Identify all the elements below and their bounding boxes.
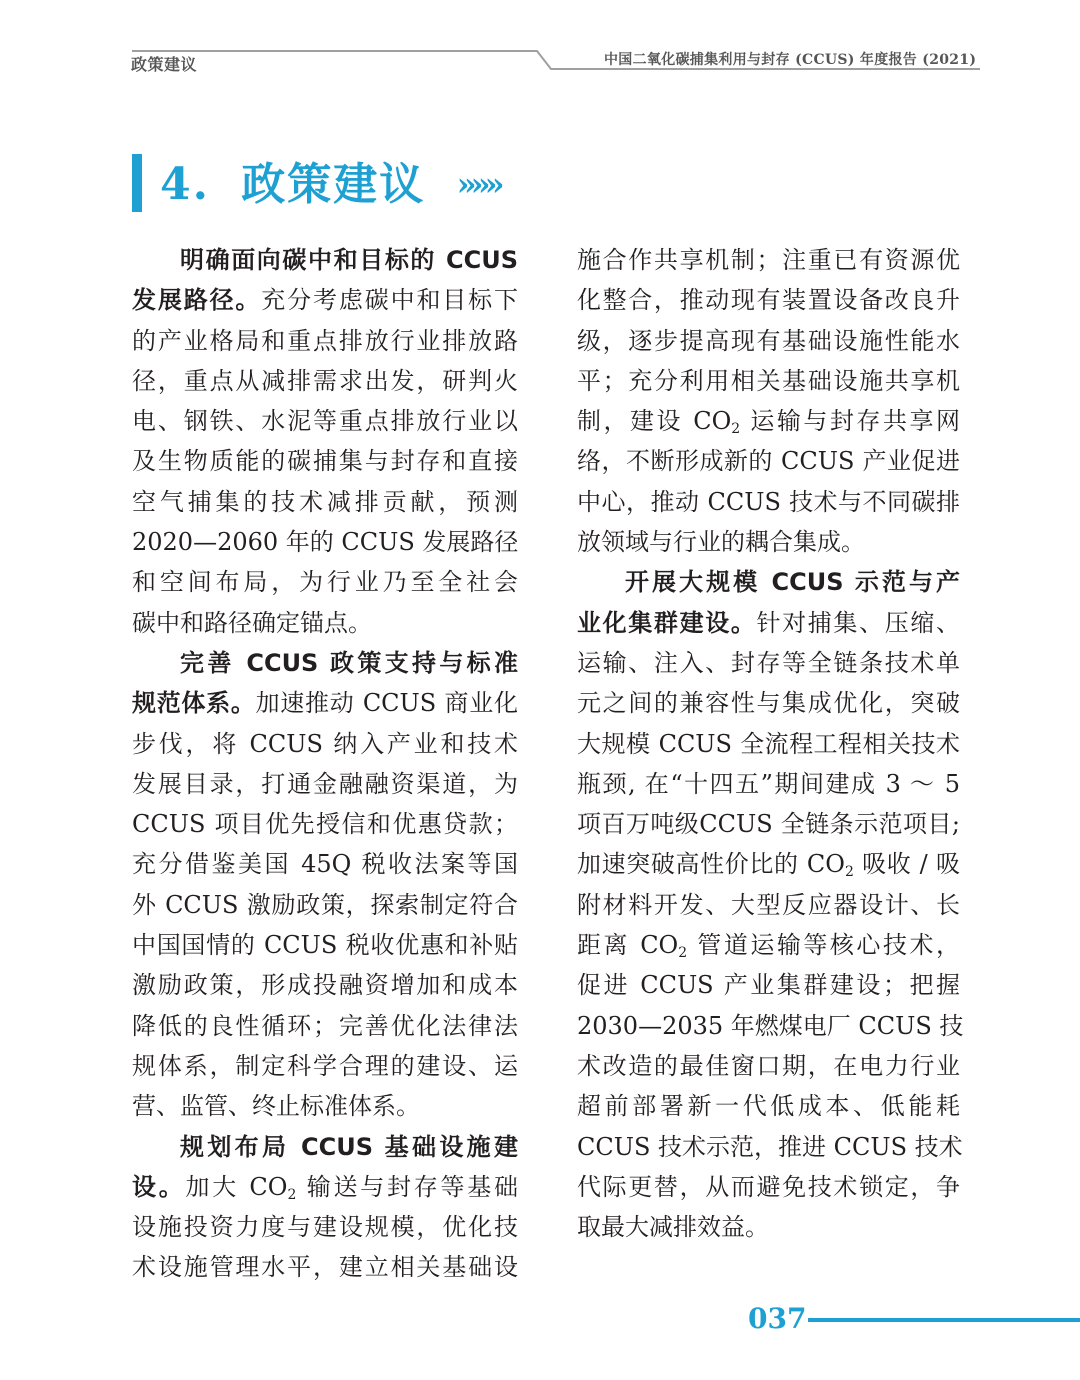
page-number: 037 — [748, 1302, 807, 1335]
text-line: 距离 $CO_2$ 管道运输等核心技术， — [577, 931, 960, 962]
text-line: 级，逐步提高现有基础设施性能水 — [577, 326, 960, 355]
text-line: 规体系，制定科学合理的建设、运 — [132, 1051, 518, 1080]
section-title-text: 政策建议 — [241, 159, 426, 210]
text-line: 径，重点从减排需求出发，研判火 — [132, 366, 518, 395]
text-line: 碳中和路径确定锚点。 — [132, 608, 372, 637]
text-line: 设施投资力度与建设规模，优化技 — [132, 1213, 518, 1242]
text-line: 激励政策，形成投融资增加和成本 — [132, 971, 518, 1000]
text-line: 代际更替，从而避免技术锁定，争 — [577, 1172, 960, 1201]
text-line: 项百万吨级CCUS 全链条示范项目; — [577, 810, 960, 839]
text-line: 施合作共享机制；注重已有资源优 — [577, 246, 960, 274]
text-line: 及生物质能的碳捕集与封存和直接 — [132, 447, 518, 476]
text-line: 运输、注入、封存等全链条技术单 — [577, 648, 960, 677]
text-line: 外 CCUS 激励政策，探索制定符合 — [132, 890, 518, 919]
right-column — [577, 240, 964, 1247]
text-line: 瓶颈, 在“十四五”期间建成 3 ～ 5 — [577, 769, 960, 798]
title-accent-bar — [132, 154, 142, 212]
text-line: 平；充分利用相关基础设施共享机 — [577, 366, 960, 395]
running-header-report-title: 中国二氧化碳捕集利用与封存 (CCUS) 年度报告 (2021) — [604, 52, 977, 68]
text-line: 2030—2035 年燃煤电厂 CCUS 技 — [577, 1011, 964, 1040]
text-line: 放领域与行业的耦合集成。 — [577, 528, 865, 557]
text-line: 术设施管理水平，建立相关基础设 — [132, 1253, 518, 1282]
left-column — [132, 240, 518, 1288]
text-line: 规范体系。加速推动 CCUS 商业化 — [132, 689, 518, 718]
text-line: 开展大规模 CCUS 示范与产 — [625, 568, 960, 597]
text-line: 空气捕集的技术减排贡献，预测 — [132, 487, 518, 516]
text-line: 取最大减排效益。 — [577, 1213, 769, 1242]
text-line: 电、钢铁、水泥等重点排放行业以 — [132, 407, 518, 436]
text-line: 步伐，将 CCUS 纳入产业和技术 — [132, 729, 518, 758]
text-line: 加速突破高性价比的 $CO_2$ 吸收 / 吸 — [577, 850, 960, 881]
running-header-section: 政策建议 — [131, 55, 198, 74]
text-line: 规划布局 CCUS 基础设施建 — [180, 1132, 518, 1161]
text-line: 的产业格局和重点排放行业排放路 — [132, 326, 518, 355]
text-line: 制，建设 $CO_2$ 运输与封存共享网 — [577, 407, 960, 438]
text-line: 促进 CCUS 产业集群建设；把握 — [577, 971, 960, 1000]
section-number: 4. — [160, 159, 210, 210]
text-line: CCUS 技术示范，推进 CCUS 技术 — [577, 1132, 963, 1161]
text-line: 术改造的最佳窗口期，在电力行业 — [577, 1051, 960, 1080]
text-line: 完善 CCUS 政策支持与标准 — [180, 648, 518, 677]
text-line: 降低的良性循环；完善优化法律法 — [132, 1011, 518, 1040]
text-line: 中心，推动 CCUS 技术与不同碳排 — [577, 487, 960, 516]
text-line: 络，不断形成新的 CCUS 产业促进 — [577, 447, 960, 476]
text-line: 发展路径。充分考虑碳中和目标下 — [132, 286, 519, 315]
text-line: 大规模 CCUS 全流程工程相关技术 — [577, 729, 960, 758]
text-line: 和空间布局，为行业乃至全社会 — [132, 568, 518, 597]
text-line: 明确面向碳中和目标的 CCUS — [180, 246, 518, 274]
text-line: 设。加大 $CO_2$ 输送与封存等基础 — [132, 1172, 518, 1203]
footer-rule — [808, 1318, 1080, 1322]
text-line: 化整合，推动现有装置设备改良升 — [577, 286, 960, 315]
text-line: 充分借鉴美国 45Q 税收法案等国 — [132, 850, 518, 879]
text-line: 超前部署新一代低成本、低能耗 — [577, 1092, 960, 1121]
text-line: CCUS 项目优先授信和优惠贷款； — [132, 810, 518, 839]
text-line: 业化集群建设。针对捕集、压缩、 — [577, 608, 960, 637]
section-title — [160, 148, 499, 212]
text-line: 发展目录，打通金融融资渠道，为 — [132, 769, 518, 798]
text-line: 营、监管、终止标准体系。 — [132, 1092, 420, 1121]
text-line: 附材料开发、大型反应器设计、长 — [577, 890, 960, 919]
text-line: 2020—2060 年的 CCUS 发展路径 — [132, 528, 519, 557]
text-line: 元之间的兼容性与集成优化，突破 — [577, 689, 960, 718]
chevrons-icon: »»» — [456, 165, 499, 203]
text-line: 中国国情的 CCUS 税收优惠和补贴 — [132, 931, 518, 960]
